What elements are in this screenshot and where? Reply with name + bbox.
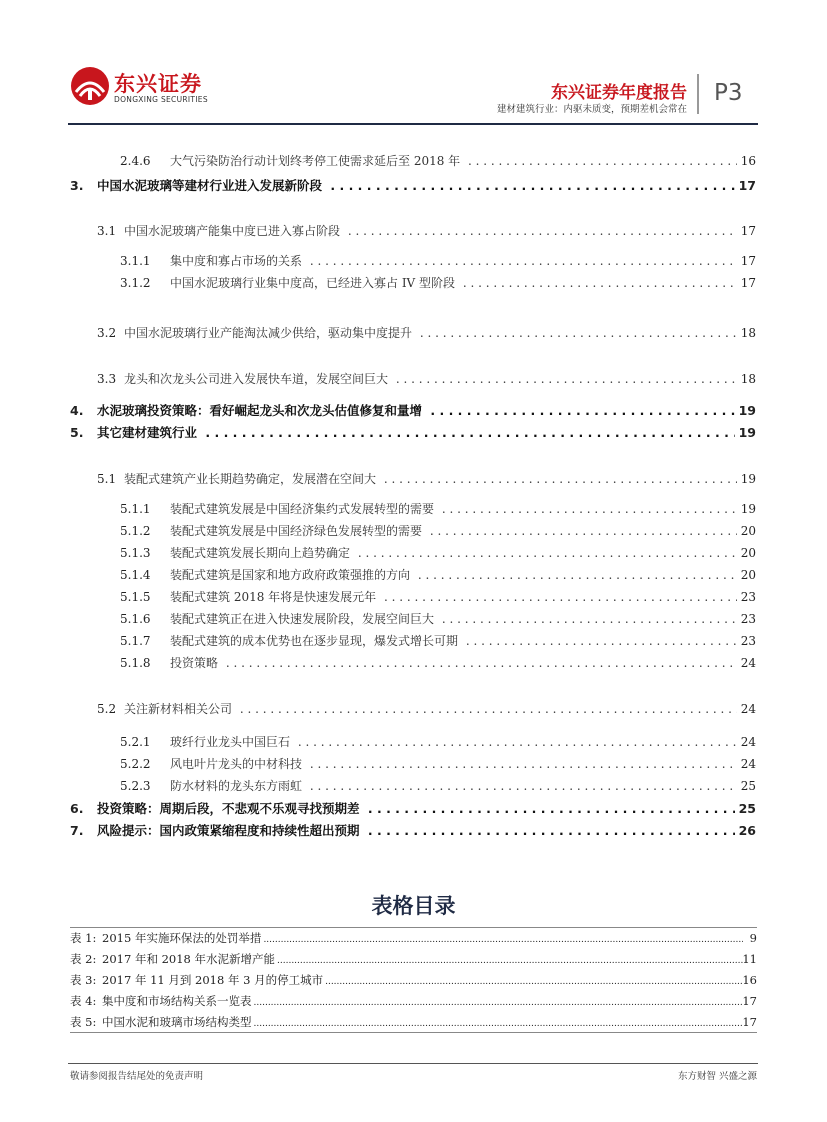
toc-entry[interactable] xyxy=(0,566,827,584)
toc-entry-title: 风险提示：国内政策紧缩程度和持续性超出预期 xyxy=(97,823,364,838)
toc-entry[interactable] xyxy=(0,274,827,292)
toc-entry-number: 5.1.8 xyxy=(120,656,151,670)
table-list-entry[interactable] xyxy=(70,950,757,968)
toc-entry-page: 17 xyxy=(737,222,756,240)
table-list-entry[interactable] xyxy=(70,971,757,989)
toc-entry-number: 5.1.6 xyxy=(120,612,151,626)
toc-entry-title: 投资策略 xyxy=(170,656,222,670)
header-rule xyxy=(68,123,758,125)
toc-entry-title: 中国水泥玻璃等建材行业进入发展新阶段 xyxy=(97,178,326,193)
toc-entry-page: 25 xyxy=(737,777,756,795)
toc-entry[interactable] xyxy=(0,500,827,518)
table-list-label: 表 1: xyxy=(70,931,97,945)
toc-entry-title: 装配式建筑 2018 年将是快速发展元年 xyxy=(170,590,380,604)
report-subtitle: 建材建筑行业：内驱未质变，预期差机会常在 xyxy=(496,104,687,115)
toc-entry[interactable] xyxy=(0,370,827,388)
page-header xyxy=(0,0,827,130)
toc-entry[interactable] xyxy=(0,544,827,562)
toc-entry[interactable] xyxy=(0,632,827,650)
toc-entry-page: 20 xyxy=(737,522,756,540)
toc-entry-page: 23 xyxy=(737,632,756,650)
toc-entry-number: 3.1.1 xyxy=(120,254,151,268)
toc-entry-title: 装配式建筑产业长期趋势确定，发展潜在空间大 xyxy=(124,472,380,486)
footer-disclaimer: 敬请参阅报告结尾处的免责声明 xyxy=(70,1071,204,1082)
toc-entry-number: 5.2.3 xyxy=(120,779,151,793)
toc-entry[interactable] xyxy=(0,610,827,628)
toc-entry-title: 装配式建筑正在进入快速发展阶段，发展空间巨大 xyxy=(170,612,438,626)
toc-entry[interactable] xyxy=(0,800,827,818)
toc-entry-number: 5.1.1 xyxy=(120,502,151,516)
table-list-page: 9 xyxy=(749,931,757,945)
toc-entry[interactable] xyxy=(0,152,827,170)
toc-entry-page: 19 xyxy=(737,500,756,518)
toc-entry-number: 2.4.6 xyxy=(120,154,151,168)
toc-entry[interactable] xyxy=(0,777,827,795)
toc-entry-title: 防水材料的龙头东方雨虹 xyxy=(170,779,306,793)
toc-entry[interactable] xyxy=(0,822,827,840)
toc-entry[interactable] xyxy=(0,470,827,488)
logo-chinese-name: 东兴证券 xyxy=(114,72,202,96)
tables-bottom-rule xyxy=(70,1032,757,1033)
toc-entry-number: 5.1 xyxy=(97,472,117,486)
toc-entry[interactable] xyxy=(0,755,827,773)
table-list-title: 2017 年和 2018 年水泥新增产能 xyxy=(102,952,276,966)
toc-entry-title: 玻纤行业龙头中国巨石 xyxy=(170,735,294,749)
toc-entry-number: 3.1 xyxy=(97,224,117,238)
toc-entry[interactable] xyxy=(0,522,827,540)
toc-entry-number: 5.1.5 xyxy=(120,590,151,604)
toc-entry-page: 17 xyxy=(735,177,756,195)
toc-entry-title: 龙头和次龙头公司进入发展快车道，发展空间巨大 xyxy=(124,372,392,386)
toc-entry-number: 3. xyxy=(70,178,84,193)
toc-entry-number: 5.1.2 xyxy=(120,524,151,538)
table-list-title: 2017 年 11 月到 2018 年 3 月的停工城市 xyxy=(102,973,324,987)
toc-entry-page: 19 xyxy=(735,424,756,442)
toc-entry-title: 中国水泥玻璃产能集中度已进入寡占阶段 xyxy=(124,224,344,238)
toc-entry[interactable] xyxy=(0,252,827,270)
toc-entry-title: 水泥玻璃投资策略：看好崛起龙头和次龙头估值修复和量增 xyxy=(97,403,426,418)
toc-entry-number: 5.1.4 xyxy=(120,568,151,582)
toc-entry-title: 其它建材建筑行业 xyxy=(97,425,201,440)
toc-entry-page: 24 xyxy=(737,733,756,751)
report-title: 东兴证券年度报告 xyxy=(551,83,687,103)
toc-entry-number: 5.2 xyxy=(97,702,117,716)
toc-entry-title: 大气污染防治行动计划终考停工使需求延后至 2018 年 xyxy=(170,154,464,168)
tables-top-rule xyxy=(70,927,757,928)
table-list-entry[interactable] xyxy=(70,929,757,947)
table-list-label: 表 3: xyxy=(70,973,97,987)
toc-entry-page: 23 xyxy=(737,588,756,606)
toc-entry-title: 中国水泥玻璃行业集中度高，已经进入寡占 IV 型阶段 xyxy=(170,276,459,290)
header-divider xyxy=(697,74,699,114)
toc-entry[interactable] xyxy=(0,177,827,195)
toc-entry-page: 17 xyxy=(737,252,756,270)
table-list-title: 集中度和市场结构关系一览表 xyxy=(102,994,252,1008)
table-list-title: 中国水泥和玻璃市场结构类型 xyxy=(102,1015,252,1029)
toc-entry-title: 集中度和寡占市场的关系 xyxy=(170,254,306,268)
toc-entry-page: 24 xyxy=(737,755,756,773)
toc-entry-number: 3.3 xyxy=(97,372,117,386)
company-logo xyxy=(70,66,208,112)
toc-entry-page: 24 xyxy=(737,654,756,672)
toc-entry-number: 5.2.2 xyxy=(120,757,151,771)
tables-section-title: 表格目录 xyxy=(371,894,456,918)
toc-entry-number: 5.1.3 xyxy=(120,546,151,560)
toc-entry-page: 18 xyxy=(737,370,756,388)
toc-entry-page: 24 xyxy=(737,700,756,718)
toc-entry-number: 5.1.7 xyxy=(120,634,151,648)
toc-entry-number: 6. xyxy=(70,801,84,816)
toc-entry-title: 装配式建筑发展是中国经济集约式发展转型的需要 xyxy=(170,502,438,516)
toc-entry-page: 20 xyxy=(737,566,756,584)
table-list-label: 表 2: xyxy=(70,952,97,966)
toc-entry-number: 5.2.1 xyxy=(120,735,151,749)
toc-entry-page: 25 xyxy=(735,800,756,818)
toc-entry[interactable] xyxy=(0,700,827,718)
toc-entry-title: 风电叶片龙头的中材科技 xyxy=(170,757,306,771)
table-list-entry[interactable] xyxy=(70,992,757,1010)
page-number: P3 xyxy=(714,80,743,106)
toc-entry[interactable] xyxy=(0,222,827,240)
toc-entry-number: 3.1.2 xyxy=(120,276,151,290)
table-list-page: 17 xyxy=(742,994,757,1008)
toc-entry[interactable] xyxy=(0,654,827,672)
table-list-label: 表 5: xyxy=(70,1015,97,1029)
toc-entry-title: 装配式建筑的成本优势也在逐步显现，爆发式增长可期 xyxy=(170,634,462,648)
toc-entry-page: 20 xyxy=(737,544,756,562)
toc-entry-title: 装配式建筑发展是中国经济绿色发展转型的需要 xyxy=(170,524,426,538)
toc-entry-number: 7. xyxy=(70,823,84,838)
toc-entry-page: 26 xyxy=(735,822,756,840)
toc-entry-page: 17 xyxy=(737,274,756,292)
table-list-entry[interactable] xyxy=(70,1013,757,1031)
dongxing-logo-icon xyxy=(70,66,110,106)
toc-entry-page: 16 xyxy=(737,152,756,170)
table-list-page: 16 xyxy=(742,973,757,987)
toc-entry[interactable] xyxy=(0,402,827,420)
toc-entry-page: 18 xyxy=(737,324,756,342)
toc-entry-title: 装配式建筑发展长期向上趋势确定 xyxy=(170,546,354,560)
toc-entry-page: 19 xyxy=(735,402,756,420)
toc-entry-title: 中国水泥玻璃行业产能淘汰减少供给，驱动集中度提升 xyxy=(124,326,416,340)
toc-entry-title: 投资策略：周期后段，不悲观不乐观寻找预期差 xyxy=(97,801,364,816)
toc-entry[interactable] xyxy=(0,588,827,606)
toc-entry-title: 装配式建筑是国家和地方政府政策强推的方向 xyxy=(170,568,414,582)
table-list-label: 表 4: xyxy=(70,994,97,1008)
toc-entry-title: 关注新材料相关公司 xyxy=(124,702,236,716)
footer-slogan: 东方财智 兴盛之源 xyxy=(677,1071,757,1082)
toc-entry[interactable] xyxy=(0,424,827,442)
toc-entry[interactable] xyxy=(0,733,827,751)
toc-entry-page: 23 xyxy=(737,610,756,628)
toc-entry-page: 19 xyxy=(737,470,756,488)
toc-entry-number: 3.2 xyxy=(97,326,117,340)
table-list-page: 17 xyxy=(742,1015,757,1029)
toc-entry-number: 5. xyxy=(70,425,84,440)
table-list-title: 2015 年实施环保法的处罚举措 xyxy=(102,931,262,945)
toc-entry-number: 4. xyxy=(70,403,84,418)
toc-entry[interactable] xyxy=(0,324,827,342)
logo-english-name: DONGXING SECURITIES xyxy=(114,95,208,104)
table-list-page: 11 xyxy=(742,952,757,966)
footer-rule xyxy=(68,1063,758,1064)
